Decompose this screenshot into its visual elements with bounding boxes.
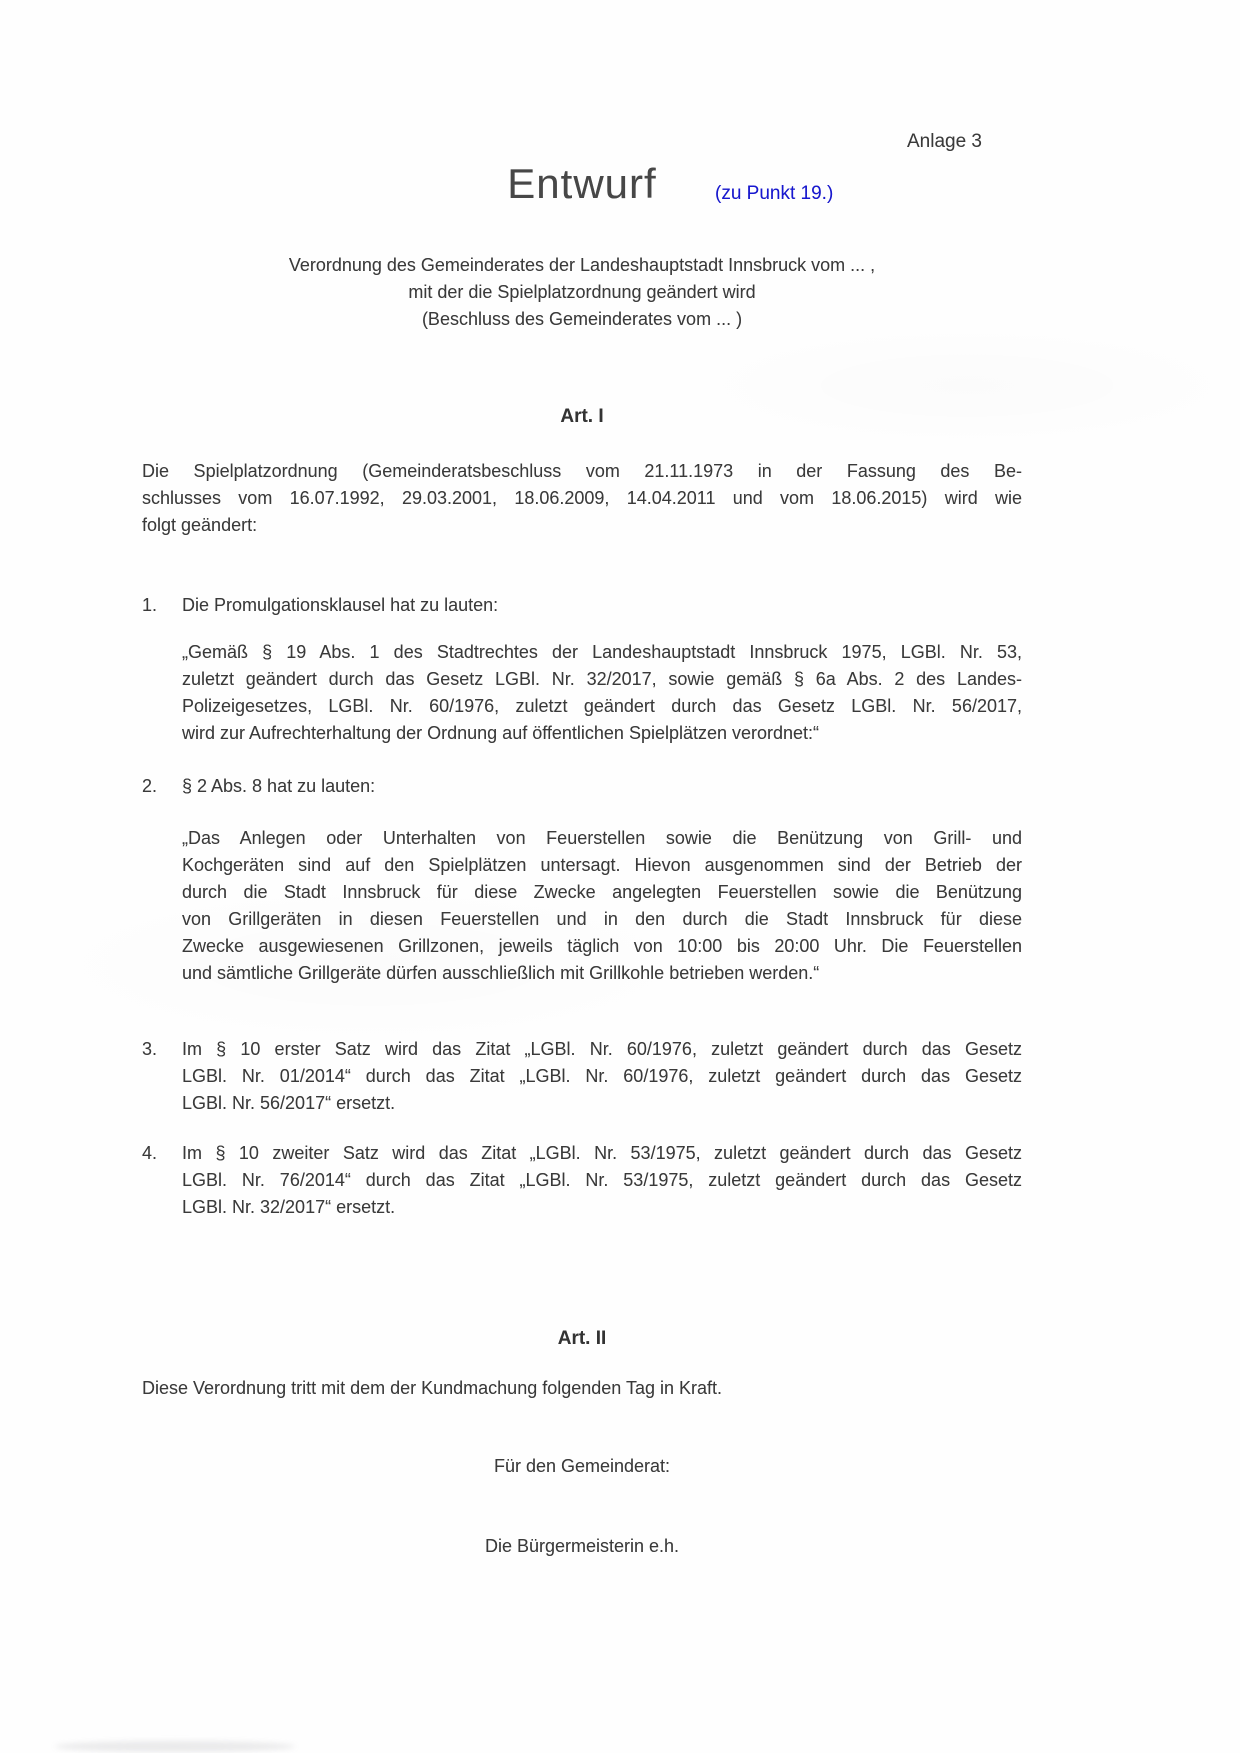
text-line: Im § 10 zweiter Satz wird das Zitat „LGBl. Nr. 53/1975, zuletzt geändert durch das Gesetz [182,1143,1022,1163]
item-number: 1. [142,595,158,615]
list-item-4 [142,1140,1022,1221]
quote-block [182,825,1022,987]
closing-signature-line: Die Bürgermeisterin e.h. [484,1536,680,1556]
item-text [182,1140,1022,1221]
list-item-3 [142,1036,1022,1117]
item-heading: Die Promulgationsklausel hat zu lauten: [182,595,499,615]
text-line: schlusses vom 16.07.1992, 29.03.2001, 18.06.2009, 14.04.2011 und vom 18.06.2015) wird wie [142,488,1022,508]
text-line: Im § 10 erster Satz wird das Zitat „LGBl. Nr. 60/1976, zuletzt geändert durch das Gesetz [182,1039,1022,1059]
article-2-paragraph: Diese Verordnung tritt mit dem der Kundmachung folgenden Tag in Kraft. [142,1378,723,1398]
text-line: „Gemäß § 19 Abs. 1 des Stadtrechtes der Landeshauptstadt Innsbruck 1975, LGBl. Nr. 53, [182,642,1022,662]
title-note: (zu Punkt 19.) [715,183,834,204]
preamble [142,252,1022,333]
text-line: wird zur Aufrechterhaltung der Ordnung auf öffentlichen Spielplätzen verordnet:“ [182,723,820,743]
annex-label: Anlage 3 [906,131,982,152]
article-1-heading: Art. I [560,406,604,427]
list-item-1 [142,592,1022,747]
text-line: Kochgeräten sind auf den Spielplätzen untersagt. Hievon ausgenommen sind der Betrieb der [182,855,1022,875]
text-line: „Das Anlegen oder Unterhalten von Feuerstellen sowie die Benützung von Grill- und [182,828,1022,848]
text-line: durch die Stadt Innsbruck für diese Zwecke angelegten Feuerstellen sowie die Benützung [182,882,1022,902]
item-number: 4. [142,1143,158,1163]
list-item-2 [142,773,1022,987]
text-line: LGBl. Nr. 56/2017“ ersetzt. [182,1093,396,1113]
quote-block [182,639,1022,747]
text-line: folgt geändert: [142,515,258,535]
text-line: mit der die Spielplatzordnung geändert wird [408,282,756,302]
item-heading: § 2 Abs. 8 hat zu lauten: [182,776,376,796]
text-line: und sämtliche Grillgeräte dürfen ausschließlich mit Grillkohle betrieben werden.“ [182,963,820,983]
text-line: zuletzt geändert durch das Gesetz LGBl. Nr. 32/2017, sowie gemäß § 6a Abs. 2 des Landes- [182,669,1022,689]
closing-authority-line: Für den Gemeinderat: [493,1456,671,1476]
text-line: LGBl. Nr. 76/2014“ durch das Zitat „LGBl. Nr. 53/1975, zuletzt geändert durch das Gesetz [182,1170,1022,1190]
scan-smudge [55,1741,295,1752]
text-line: (Beschluss des Gemeinderates vom ... ) [421,309,743,329]
article-1-intro-paragraph [142,458,1022,539]
text-line: von Grillgeräten in diesen Feuerstellen und in den durch die Stadt Innsbruck für diese [182,909,1022,929]
item-number: 2. [142,776,158,796]
text-line: Die Spielplatzordnung (Gemeinderatsbeschluss vom 21.11.1973 in der Fassung des Be- [142,461,1022,481]
article-2-heading: Art. II [557,1328,607,1349]
document-title: Entwurf [507,160,657,207]
text-line: LGBl. Nr. 32/2017“ ersetzt. [182,1197,396,1217]
text-line: LGBl. Nr. 01/2014“ durch das Zitat „LGBl. Nr. 60/1976, zuletzt geändert durch das Gesetz [182,1066,1022,1086]
text-line: Verordnung des Gemeinderates der Landeshauptstadt Innsbruck vom ... , [288,255,876,275]
item-text [182,1036,1022,1117]
text-line: Zwecke ausgewiesenen Grillzonen, jeweils täglich von 10:00 bis 20:00 Uhr. Die Feuerstellen [182,936,1022,956]
item-number: 3. [142,1039,158,1059]
text-line: Polizeigesetzes, LGBl. Nr. 60/1976, zuletzt geändert durch das Gesetz LGBl. Nr. 56/2017, [182,696,1022,716]
document-header [142,160,1022,212]
